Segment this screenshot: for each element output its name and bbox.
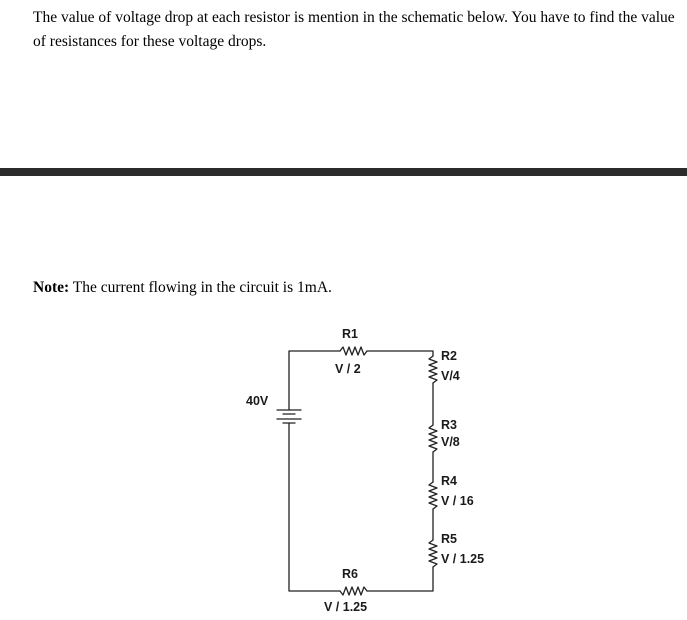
- r1-name: R1: [342, 327, 358, 341]
- resistor-r1-symbol: [340, 347, 367, 355]
- top-wire: [289, 351, 340, 410]
- r4-drop: V / 16: [441, 494, 474, 508]
- r5-drop: V / 1.25: [441, 552, 485, 566]
- r6-name: R6: [342, 567, 358, 581]
- r1-drop: V / 2: [335, 362, 361, 376]
- r3-drop: V/8: [441, 435, 460, 449]
- question-text: The value of voltage drop at each resistor is mention in the schematic below. You have to find the value of resistances for these voltage drops.: [33, 9, 675, 50]
- top-right-wire: [367, 351, 433, 356]
- r3-name: R3: [441, 418, 457, 432]
- r4-name: R4: [441, 474, 457, 488]
- r5-name: R5: [441, 532, 457, 546]
- resistor-r3-symbol: [429, 425, 437, 452]
- source-voltage-label: 40V: [246, 394, 269, 408]
- r2-drop: V/4: [441, 369, 460, 383]
- note-label: Note:: [33, 279, 70, 296]
- resistor-r4-symbol: [429, 482, 437, 509]
- r2-name: R2: [441, 349, 457, 363]
- r6-drop: V / 1.25: [324, 600, 368, 614]
- bottom-left-wire: [289, 423, 340, 591]
- note-text: The current flowing in the circuit is 1mA.: [72, 279, 332, 296]
- resistor-r6-symbol: [340, 587, 367, 595]
- resistor-r5-symbol: [429, 540, 437, 567]
- bottom-right-wire: [367, 567, 433, 591]
- resistor-r2-symbol: [429, 356, 437, 383]
